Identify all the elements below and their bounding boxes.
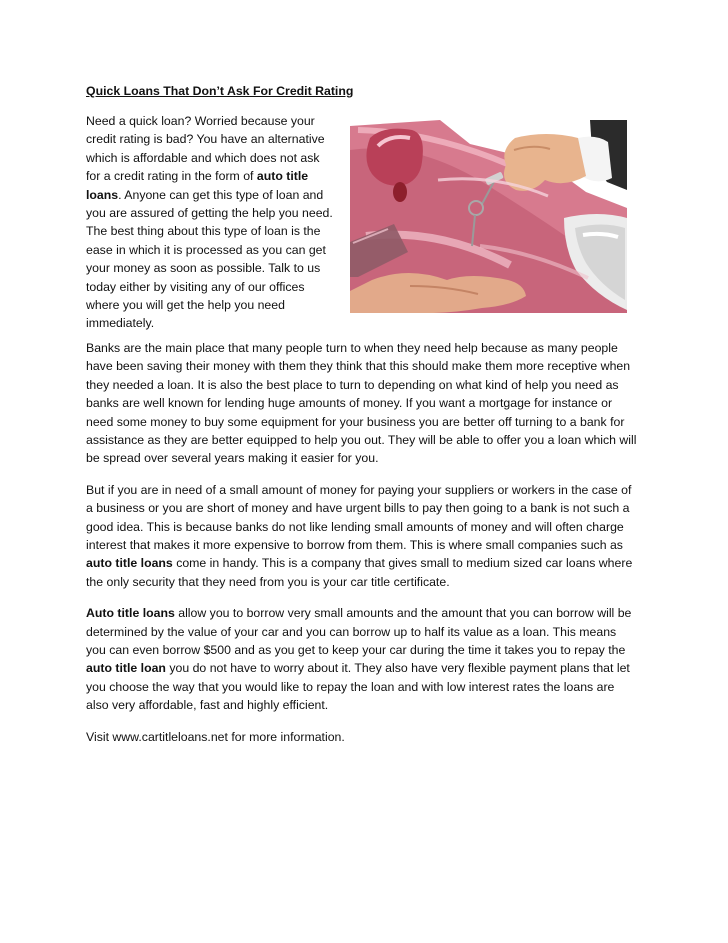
paragraph4-part2: you do not have to worry about it. They also have very flexible payment plans that let you choose the way that you would like to repay the loan and with low interest rates the loans are also very affordable, fast and highly efficient. bbox=[86, 661, 630, 713]
intro-paragraph bbox=[86, 112, 336, 333]
paragraph4-bold-auto-title-loans: Auto title loans bbox=[86, 606, 175, 621]
paragraph4-bold-auto-title-loan: auto title loan bbox=[86, 661, 166, 676]
paragraph-auto-title-loans bbox=[86, 604, 638, 714]
paragraph3-part1: But if you are in need of a small amount of money for paying your suppliers or workers in the case of a business or you are short of money and have urgent bills to pay then going to a bank is not such a good idea. This is because banks do not like lending small amounts of money and will often charge interest that makes it more expensive to borrow from them. This is where small companies such as bbox=[86, 482, 632, 552]
paragraph4-part1: allow you to borrow very small amounts and the amount that you can borrow will be determined by the value of your car and you can borrow up to half its value as a loan. This means you can even borrow $500 and as you get to keep your car during the time it takes you to repay the bbox=[86, 606, 632, 657]
intro-section bbox=[86, 112, 638, 333]
paragraph-small-loans bbox=[86, 481, 638, 591]
intro-text-part2: . Anyone can get this type of loan and you are assured of getting the help you need. The best thing about this type of loan is the ease in which it is processed as you can get your money as soon as possible. Talk to us today either by visiting any of our offices where you will get the help you need immediately. bbox=[86, 187, 333, 331]
intro-bold-auto-title-loans: auto title loans bbox=[86, 169, 309, 202]
car-keys-photo bbox=[350, 120, 627, 313]
paragraph-banks: Banks are the main place that many people turn to when they need help because as many people have been saving their money with them they think that this should make them more receptive when they needed a loan. It is also the best place to turn to depending on what kind of help you need as banks are well known for lending huge amounts of money. If you want a mortgage for instance or need some money to buy some equipment for your business you are better off turning to a bank for assistance as they are better equipped to help you out. They will be able to offer you a loan which will be spread over several years making it easier for you. bbox=[86, 340, 637, 466]
document-title: Quick Loans That Don’t Ask For Credit Rating bbox=[86, 84, 354, 98]
page-bottom-space bbox=[86, 759, 638, 779]
paragraph3-part2: come in handy. This is a company that gives small to medium sized car loans where the only security that they need from you is your car title certificate. bbox=[86, 556, 633, 589]
intro-text-part1: Need a quick loan? Worried because your credit rating is bad? You have an alternative which is affordable and which does not ask for a credit rating in the form of bbox=[86, 114, 325, 184]
paragraph3-bold-auto-title-loans: auto title loans bbox=[86, 556, 173, 571]
paragraph-visit-website: Visit www.cartitleloans.net for more information. bbox=[86, 729, 345, 744]
